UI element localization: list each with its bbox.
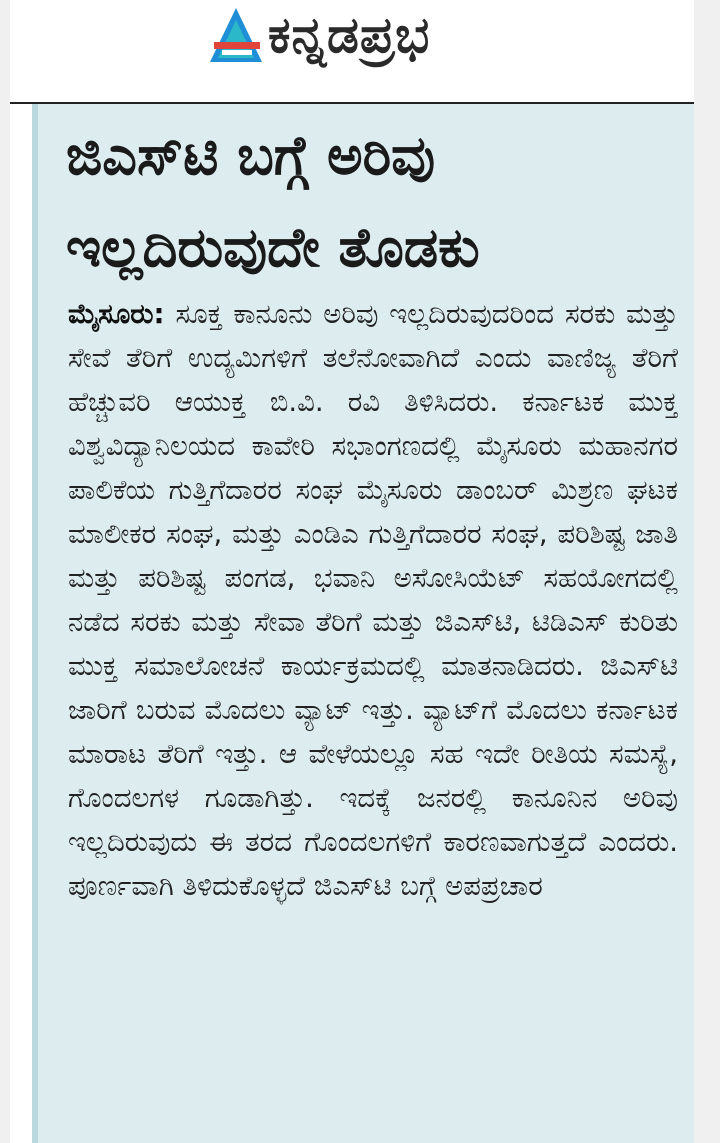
article-dateline: ಮೈಸೂರು: [68,298,165,330]
article-body [68,292,678,908]
article-headline: ಜಿಎಸ್‌ಟಿ ಬಗ್ಗೆ ಅರಿವು ಇಲ್ಲದಿರುವುದೇ ತೊಡಕು [66,124,480,279]
article-body-text: ಸೂಕ್ತ ಕಾನೂನು ಅರಿವು ಇಲ್ಲದಿರುವುದರಿಂದ ಸರಕು ಮತ್ತು ಸೇವೆ ತೆರಿಗೆ ಉದ್ಯಮಿಗಳಿಗೆ ತಲೆನೋವಾಗಿದೆ ಎಂದು ವಾಣಿಜ್ಯ ತೆರಿಗೆ ಹೆಚ್ಚುವರಿ ಆಯುಕ್ತ ಬಿ.ವಿ. ರವಿ ತಿಳಿಸಿದರು. ಕರ್ನಾಟಕ ಮುಕ್ತ ವಿಶ್ವವಿದ್ಯಾನಿಲಯದ ಕಾವೇರಿ ಸಭಾಂಗಣದಲ್ಲಿ ಮೈಸೂರು ಮಹಾನಗರ ಪಾಲಿಕೆಯ ಗುತ್ತಿಗೆದಾರರ ಸಂಘ ಮೈಸೂರು ಡಾಂಬರ್ ಮಿಶ್ರಣ ಘಟಕ ಮಾಲೀಕರ ಸಂಘ, ಮತ್ತು ಎಂಡಿಎ ಗುತ್ತಿಗೆದಾರರ ಸಂಘ, ಪರಿಶಿಷ್ಟ ಜಾತಿ ಮತ್ತು ಪರಿಶಿಷ್ಟ ಪಂಗಡ, ಭವಾನಿ ಅಸೋಸಿಯೆಟ್ ಸಹಯೋಗದಲ್ಲಿ ನಡೆದ ಸರಕು ಮತ್ತು ಸೇವಾ ತೆರಿಗೆ ಮತ್ತು ಜಿಎಸ್‌ಟಿ, ಟಿಡಿಎಸ್ ಕುರಿತು ಮುಕ್ತ ಸಮಾಲೋಚನೆ ಕಾರ್ಯಕ್ರಮದಲ್ಲಿ ಮಾತನಾಡಿದರು. ಜಿಎಸ್‌ಟಿ ಜಾರಿಗೆ ಬರುವ ಮೊದಲು ವ್ಯಾಟ್ ಇತ್ತು. ವ್ಯಾಟ್‌ಗೆ ಮೊದಲು ಕರ್ನಾಟಕ ಮಾರಾಟ ತೆರಿಗೆ ಇತ್ತು. ಆ ವೇಳೆಯಲ್ಲೂ ಸಹ ಇದೇ ರೀತಿಯ ಸಮಸ್ಯೆ, ಗೊಂದಲಗಳ ಗೂಡಾಗಿತ್ತು. ಇದಕ್ಕೆ ಜನರಲ್ಲಿ ಕಾನೂನಿನ ಅರಿವು ಇಲ್ಲದಿರುವುದು ಈ ತರದ ಗೊಂದಲಗಳಿಗೆ ಕಾರಣವಾಗುತ್ತದೆ ಎಂದರು. ಪೂರ್ಣವಾಗಿ ತಿಳಿದುಕೊಳ್ಳದೆ ಜಿಎಸ್‌ಟಿ ಬಗ್ಗೆ ಅಪಪ್ರಚಾರ [68,298,678,902]
newspaper-page [10,0,694,1143]
article-clipping [32,104,694,1143]
masthead [10,0,694,102]
triangle-a-logo-icon [208,6,264,64]
masthead-title: ಕನ್ನಡಪ್ರಭ [268,6,431,64]
